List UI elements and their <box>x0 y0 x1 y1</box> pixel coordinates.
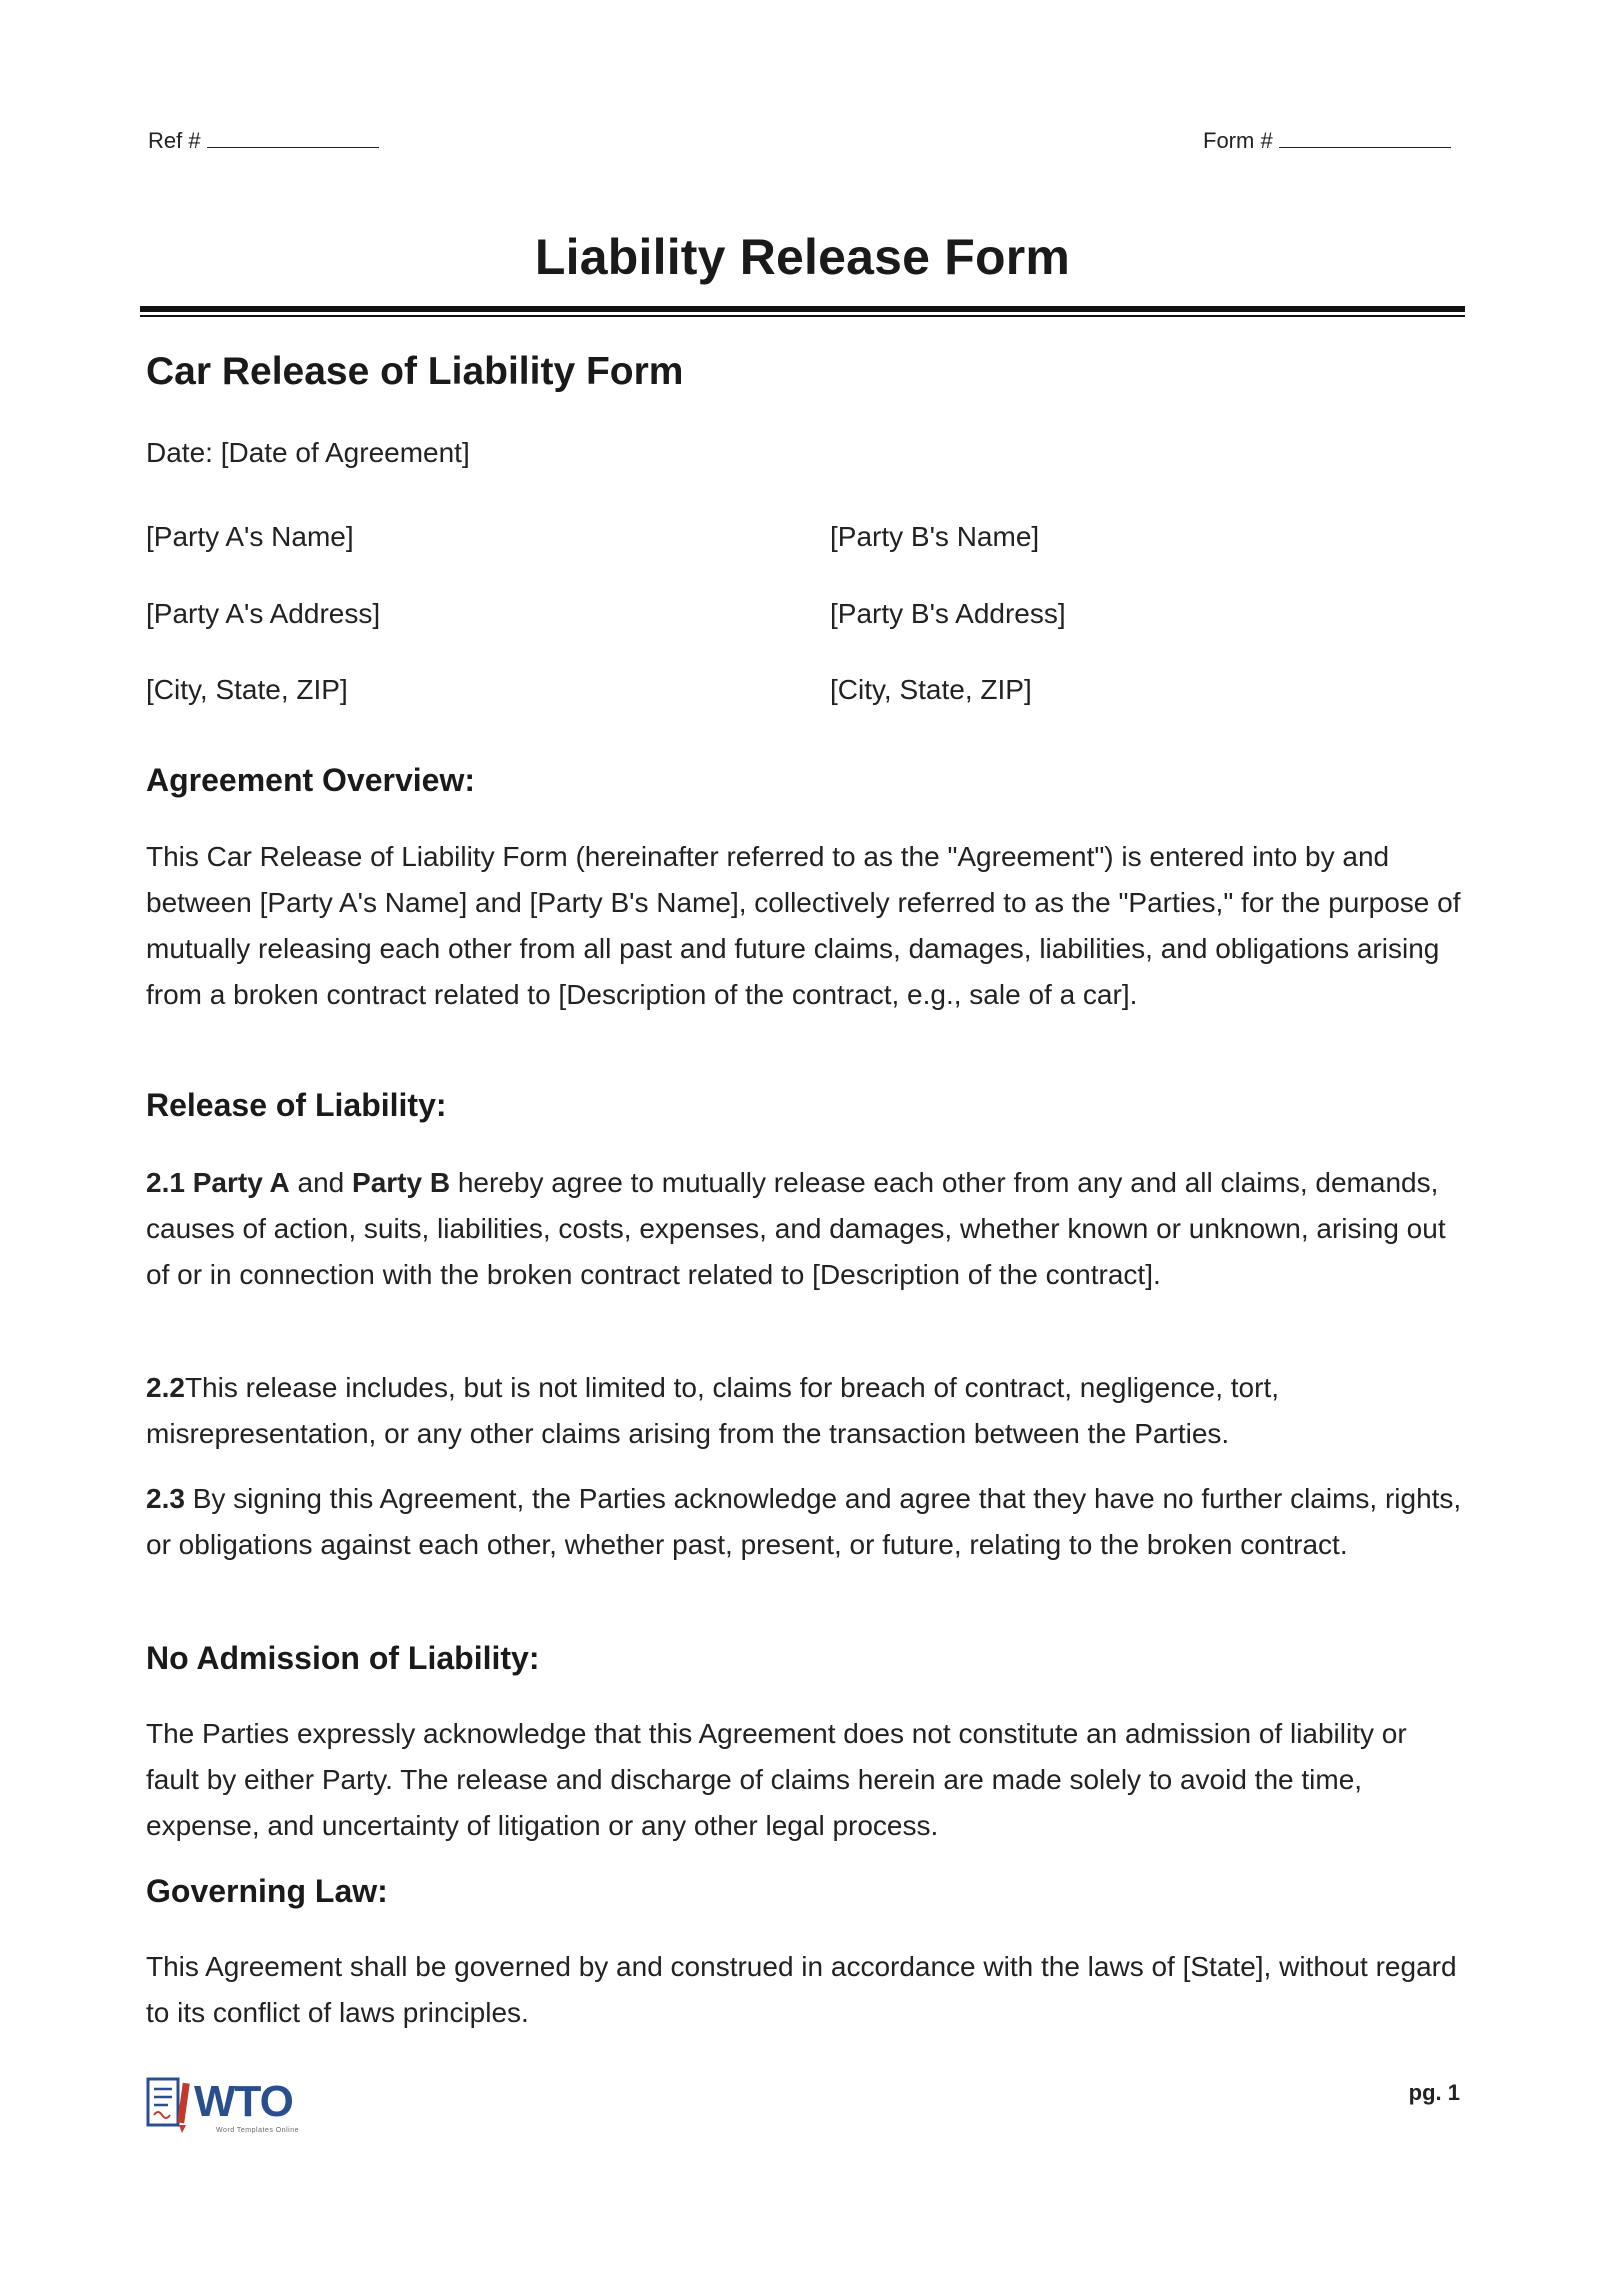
party-a-city: [City, State, ZIP] <box>146 674 348 705</box>
ref-blank-line <box>207 129 379 148</box>
form-subtitle: Car Release of Liability Form <box>146 350 684 393</box>
clause-text: This release includes, but is not limited to, claims for breach of contract, negligence, tort, misrepresentation, or any other claims arising from the transaction between the Parties. <box>146 1372 1280 1449</box>
page-title: Liability Release Form <box>534 229 1071 285</box>
ref-field <box>148 128 379 154</box>
no-admission-paragraph: The Parties expressly acknowledge that this Agreement does not constitute an admission of liability or fault by either Party. The release and discharge of claims herein are made solely to avoid the time, expense, and uncertainty of litigation or any other legal process. <box>146 1718 1407 1841</box>
release-heading: Release of Liability: <box>146 1087 447 1123</box>
title-divider-thick <box>140 306 1465 312</box>
release-clause-2-3 <box>146 1476 1466 1568</box>
release-clause-2-1 <box>146 1160 1466 1298</box>
party-a-name: [Party A's Name] <box>146 521 354 552</box>
clause-number: 2.3 <box>146 1483 185 1514</box>
form-field <box>1203 128 1451 154</box>
clause-text: By signing this Agreement, the Parties acknowledge and agree that they have no further claims, rights, or obligations against each other, whether past, present, or future, relating to the broken contract. <box>146 1483 1462 1560</box>
clause-number: 2.2 <box>146 1372 185 1403</box>
conjunction: and <box>297 1167 345 1198</box>
form-blank-line <box>1279 129 1451 148</box>
no-admission-heading: No Admission of Liability: <box>146 1640 540 1676</box>
governing-law-heading: Governing Law: <box>146 1873 388 1909</box>
logo-wordmark: WTO <box>194 2077 293 2126</box>
party-a-address: [Party A's Address] <box>146 598 381 629</box>
party-b-city: [City, State, ZIP] <box>830 674 1032 705</box>
page-number: pg. 1 <box>1408 2080 1460 2105</box>
document-icon <box>146 2075 190 2135</box>
party-b-address: [Party B's Address] <box>830 598 1066 629</box>
overview-paragraph: This Car Release of Liability Form (hereinafter referred to as the "Agreement") is entered into by and between [Party A's Name] and [Party B's Name], collectively referred to as the "Parties," for the purpose of mutually releasing each other from all past and future claims, damages, liabilities, and obligations arising from a broken contract related to [Description of the contract, e.g., sale of a car]. <box>146 841 1461 1010</box>
overview-heading: Agreement Overview: <box>146 762 476 798</box>
wto-logo <box>146 2075 326 2137</box>
form-label: Form # <box>1203 128 1273 153</box>
clause-text: hereby agree to mutually release each other from any and all claims, demands, causes of action, suits, liabilities, costs, expenses, and damages, whether known or unknown, arising out of or in connection with the broken contract related to [Description of the contract]. <box>146 1167 1446 1290</box>
governing-law-paragraph: This Agreement shall be governed by and construed in accordance with the laws of [State], without regard to its conflict of laws principles. <box>146 1951 1457 2028</box>
clause-number: 2.1 <box>146 1167 185 1198</box>
date-line: Date: [Date of Agreement] <box>146 437 470 468</box>
party-a-label: Party A <box>192 1167 290 1198</box>
party-b-name: [Party B's Name] <box>830 521 1040 552</box>
release-clause-2-2 <box>146 1365 1466 1457</box>
ref-label: Ref # <box>148 128 201 153</box>
logo-tagline: Word Templates Online <box>216 2127 299 2134</box>
party-b-label: Party B <box>352 1167 451 1198</box>
title-divider-thin <box>140 315 1465 317</box>
